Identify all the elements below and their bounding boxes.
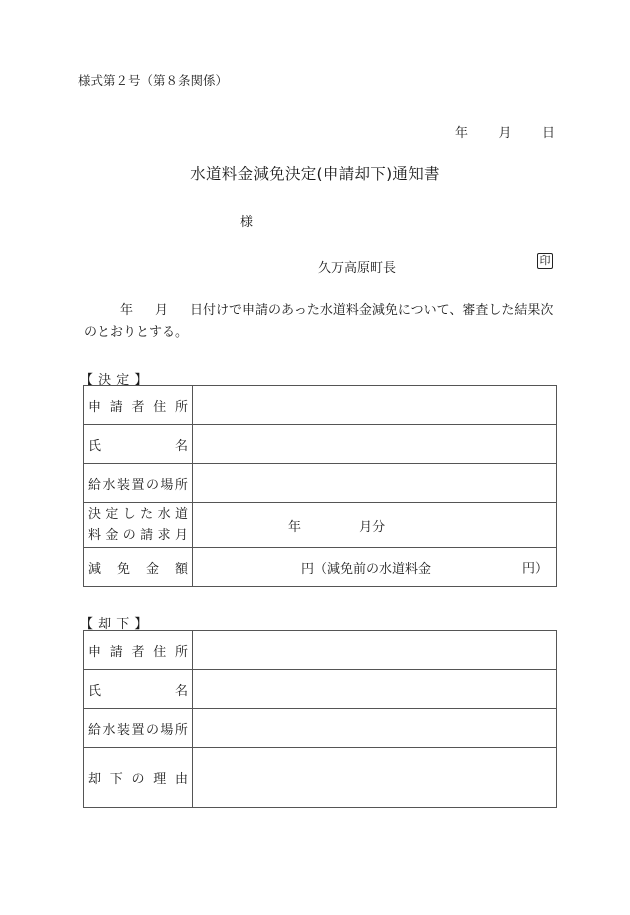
form-number: 様式第２号（第８条関係） <box>78 73 229 88</box>
rejection-table <box>83 630 557 808</box>
body-month: 月 <box>155 303 169 318</box>
body-year: 年 <box>120 303 134 318</box>
applicant-address-field[interactable] <box>193 386 557 425</box>
billing-year: 年 <box>288 519 302 535</box>
decision-heading: 【 決 定 】 <box>80 373 148 388</box>
amount-yen-end: 円） <box>521 561 548 577</box>
body-text: 日付けで申請のあった水道料金減免について、審査した結果次のとおりとする。 <box>84 303 554 340</box>
table-row <box>84 748 557 808</box>
issuer-name: 久万高原町長 <box>318 261 397 276</box>
body-paragraph <box>84 300 558 344</box>
rej-name-label-left: 氏 <box>88 683 102 699</box>
amount-yen: 円（減免前の水道料金 <box>301 561 432 577</box>
amount-field[interactable] <box>193 548 557 587</box>
table-row <box>84 503 557 548</box>
label-text: 却 下 の 理 由 <box>88 772 188 787</box>
rej-name-label <box>84 670 193 709</box>
applicant-address-label <box>84 386 193 425</box>
rej-supply-location-label <box>84 709 193 748</box>
recipient-suffix: 様 <box>240 215 254 230</box>
label-text: 給 水 装 置 の 場 所 <box>88 722 188 738</box>
document-title: 水道料金減免決定(申請却下)通知書 <box>190 165 440 183</box>
table-row <box>84 464 557 503</box>
supply-location-label <box>84 464 193 503</box>
reason-field[interactable] <box>193 748 557 808</box>
label-text: 申 請 者 住 所 <box>88 399 188 415</box>
table-row <box>84 548 557 587</box>
reason-label <box>84 748 193 808</box>
amount-label <box>84 548 193 587</box>
rej-name-label-right: 名 <box>174 683 188 699</box>
table-row <box>84 670 557 709</box>
label-text: 決 定 し た 水 道 <box>88 507 188 522</box>
billing-month-label <box>84 503 193 548</box>
label-text: 料 金 の 請 求 月 <box>88 528 188 543</box>
decision-table <box>83 385 557 587</box>
label-text: 減 免 金 額 <box>88 561 188 577</box>
label-text: 給 水 装 置 の 場 所 <box>88 477 188 493</box>
name-label-left: 氏 <box>88 438 102 454</box>
rej-applicant-address-label <box>84 631 193 670</box>
issue-date <box>455 122 555 141</box>
name-field[interactable] <box>193 425 557 464</box>
rej-name-field[interactable] <box>193 670 557 709</box>
seal-mark: 印 <box>537 253 553 269</box>
name-label <box>84 425 193 464</box>
rej-applicant-address-field[interactable] <box>193 631 557 670</box>
date-day: 日 <box>541 126 555 141</box>
table-row <box>84 425 557 464</box>
rejection-heading: 【 却 下 】 <box>80 617 148 632</box>
name-label-right: 名 <box>174 438 188 454</box>
rej-supply-location-field[interactable] <box>193 709 557 748</box>
billing-month: 月分 <box>359 519 386 535</box>
label-text: 申 請 者 住 所 <box>88 644 188 660</box>
table-row <box>84 386 557 425</box>
billing-month-field[interactable] <box>193 503 557 548</box>
date-month: 月 <box>498 126 512 141</box>
supply-location-field[interactable] <box>193 464 557 503</box>
date-year: 年 <box>455 126 469 141</box>
table-row <box>84 709 557 748</box>
table-row <box>84 631 557 670</box>
